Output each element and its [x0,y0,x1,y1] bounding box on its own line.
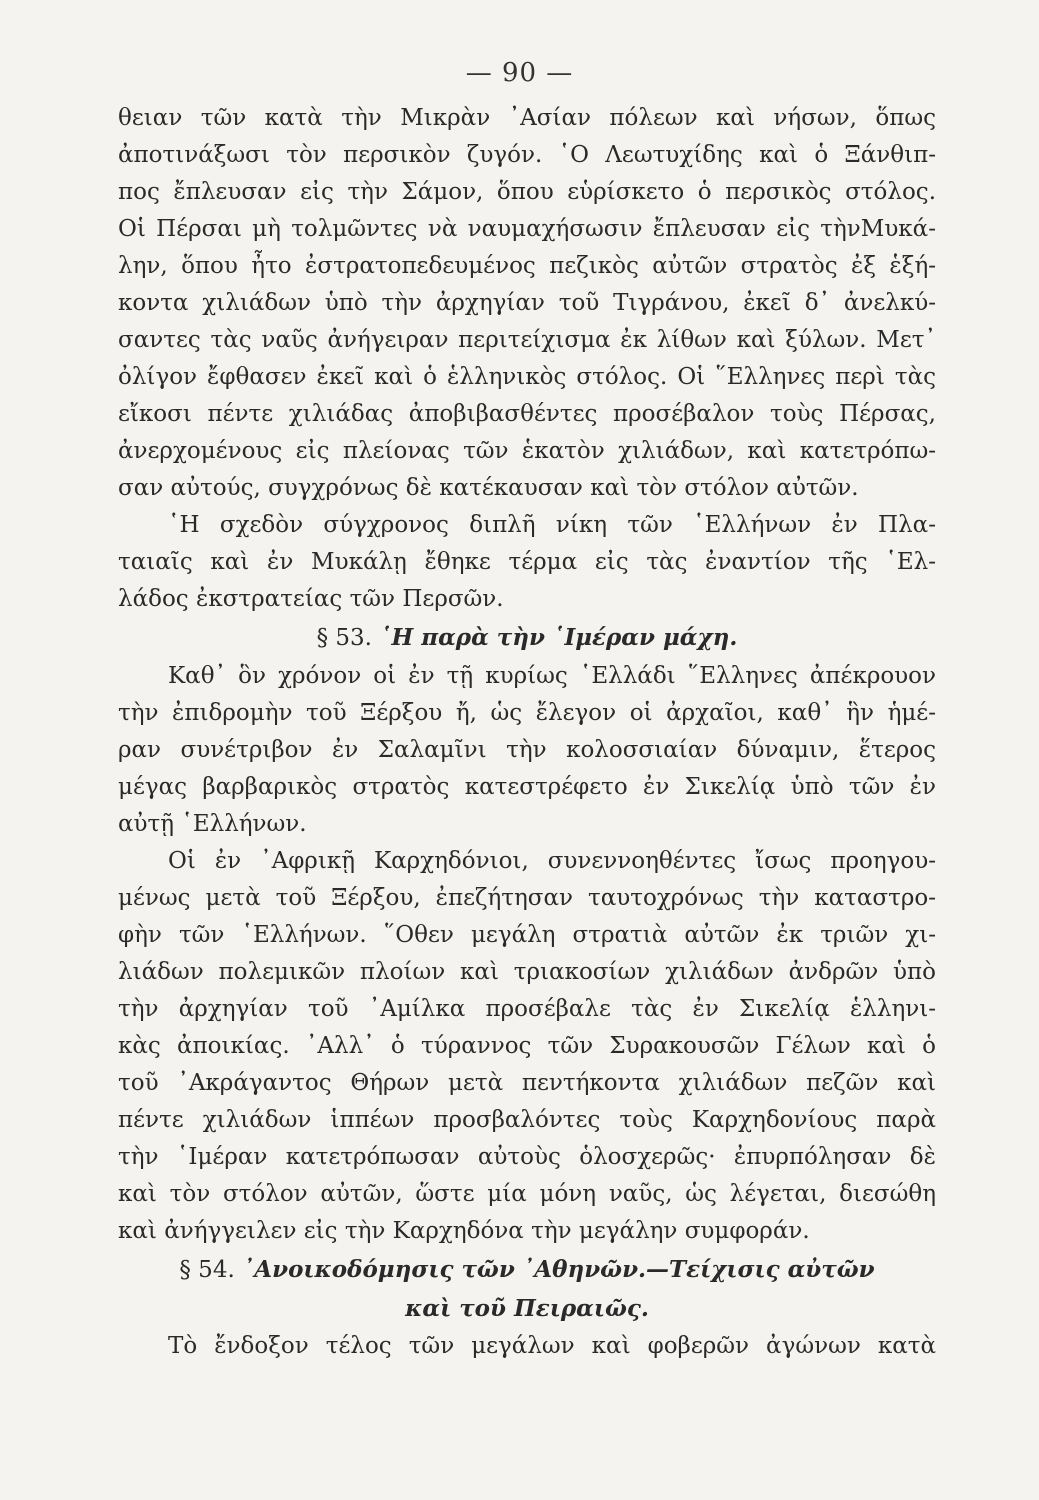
text-line: σαν αὐτούς, συγχρόνως δὲ κατέκαυσαν καὶ τὸν στόλον αὐτῶν. [118,475,859,501]
section-title: ῾Η παρὰ τὴν ῾Ιμέραν μάχη. [380,624,738,651]
text-line: τοῦ ᾿Ακράγαντος Θήρων μετὰ πεντήκοντα χιλιάδων πεζῶν καὶ [118,1070,936,1096]
section-heading-54 [118,1250,936,1290]
section-title-continued: καὶ τοῦ Πειραιῶς. [405,1295,649,1322]
section-number: § 53. [316,625,372,651]
text-line: ῾Η σχεδὸν σύγχρονος διπλῆ νίκη τῶν ῾Ελλήνων ἐν Πλα- [168,512,936,538]
text-line: λάδος ἐκστρατείας τῶν Περσῶν. [118,586,504,612]
paragraph [118,100,936,507]
text-line: αὐτῇ ῾Ελλήνων. [118,811,307,837]
text-line: κοντα χιλιάδων ὑπὸ τὴν ἀρχηγίαν τοῦ Τιγράνου, ἐκεῖ δ᾿ ἀνελκύ- [118,290,936,316]
text-line: ραν συνέτριβον ἐν Σαλαμῖνι τὴν κολοσσιαίαν δύναμιν, ἕτερος [118,737,936,763]
paragraph [118,507,936,618]
text-line: πος ἔπλευσαν εἰς τὴν Σάμον, ὅπου εὑρίσκετο ὁ περσικὸς στόλος. [118,179,936,205]
text-line: Οἱ Πέρσαι μὴ τολμῶντες νὰ ναυμαχήσωσιν ἔπλευσαν εἰς τὴνΜυκά- [118,216,936,242]
text-line: σαντες τὰς ναῦς ἀνήγειραν περιτείχισμα ἐκ λίθων καὶ ξύλων. Μετ᾿ [118,327,936,353]
section-heading-53 [118,618,936,658]
text-line: ταιαῖς καὶ ἐν Μυκάλῃ ἔθηκε τέρμα εἰς τὰς ἐναντίον τῆς ῾Ελ- [118,549,936,575]
page-text [118,100,936,1365]
section-number: § 54. [179,1257,235,1283]
text-line: ἀποτινάξωσι τὸν περσικὸν ζυγόν. ῾Ο Λεωτυχίδης καὶ ὁ Ξάνθιπ- [118,142,936,168]
paragraph [118,843,936,1250]
text-line: καὶ τὸν στόλον αὐτῶν, ὥστε μία μόνη ναῦς, ὡς λέγεται, διεσώθη [118,1181,936,1207]
section-title: ᾿Ανοικοδόμησις τῶν ᾿Αθηνῶν.—Τείχισις αὐτῶν [242,1256,875,1283]
text-line: ὀλίγον ἔφθασεν ἐκεῖ καὶ ὁ ἑλληνικὸς στόλος. Οἱ ῞Ελληνες περὶ τὰς [118,364,936,390]
text-line: καὶ ἀνήγγειλεν εἰς τὴν Καρχηδόνα τὴν μεγάλην συμφοράν. [118,1218,810,1244]
paragraph [118,658,936,843]
text-line: εἴκοσι πέντε χιλιάδας ἀποβιβασθέντες προσέβαλον τοὺς Πέρσας, [118,401,936,427]
text-line: λην, ὅπου ἦτο ἐστρατοπεδευμένος πεζικὸς αὐτῶν στρατὸς ἐξ ἑξή- [118,253,936,279]
text-line: μένως μετὰ τοῦ Ξέρξου, ἐπεζήτησαν ταυτοχρόνως τὴν καταστρο- [118,885,936,911]
paragraph [118,1328,936,1365]
text-line: Τὸ ἔνδοξον τέλος τῶν μεγάλων καὶ φοβερῶν ἀγώνων κατὰ [168,1333,936,1359]
text-line: φὴν τῶν ῾Ελλήνων. ῞Οθεν μεγάλη στρατιὰ αὐτῶν ἐκ τριῶν χι- [118,922,936,948]
page-number: — 90 — [465,58,574,88]
text-line: λιάδων πολεμικῶν πλοίων καὶ τριακοσίων χιλιάδων ἀνδρῶν ὑπὸ [118,959,936,985]
text-line: μέγας βαρβαρικὸς στρατὸς κατεστρέφετο ἐν Σικελίᾳ ὑπὸ τῶν ἐν [118,774,936,800]
text-line: ἀνερχομένους εἰς πλείονας τῶν ἑκατὸν χιλιάδων, καὶ κατετρόπω- [118,438,936,464]
text-line: κὰς ἀποικίας. ᾿Αλλ᾿ ὁ τύραννος τῶν Συρακουσῶν Γέλων καὶ ὁ [118,1033,936,1059]
text-line: Καθ᾿ ὃν χρόνον οἱ ἐν τῇ κυρίως ῾Ελλάδι ῞Ελληνες ἀπέκρουον [168,663,936,689]
text-line: τὴν ἀρχηγίαν τοῦ ᾿Αμίλκα προσέβαλε τὰς ἐν Σικελίᾳ ἑλληνι- [118,996,936,1022]
text-line: πέντε χιλιάδων ἱππέων προσβαλόντες τοὺς Καρχηδονίους παρὰ [118,1107,936,1133]
text-line: θειαν τῶν κατὰ τὴν Μικρὰν ᾿Ασίαν πόλεων καὶ νήσων, ὅπως [118,105,936,131]
text-line: τὴν ἐπιδρομὴν τοῦ Ξέρξου ἤ, ὡς ἔλεγον οἱ ἀρχαῖοι, καθ᾿ ἣν ἡμέ- [118,700,936,726]
text-line: Οἱ ἐν ᾿Αφρικῇ Καρχηδόνιοι, συνεννοηθέντες ἴσως προηγου- [168,848,936,874]
text-line: τὴν ῾Ιμέραν κατετρόπωσαν αὐτοὺς ὁλοσχερῶς· ἐπυρπόλησαν δὲ [118,1144,936,1170]
